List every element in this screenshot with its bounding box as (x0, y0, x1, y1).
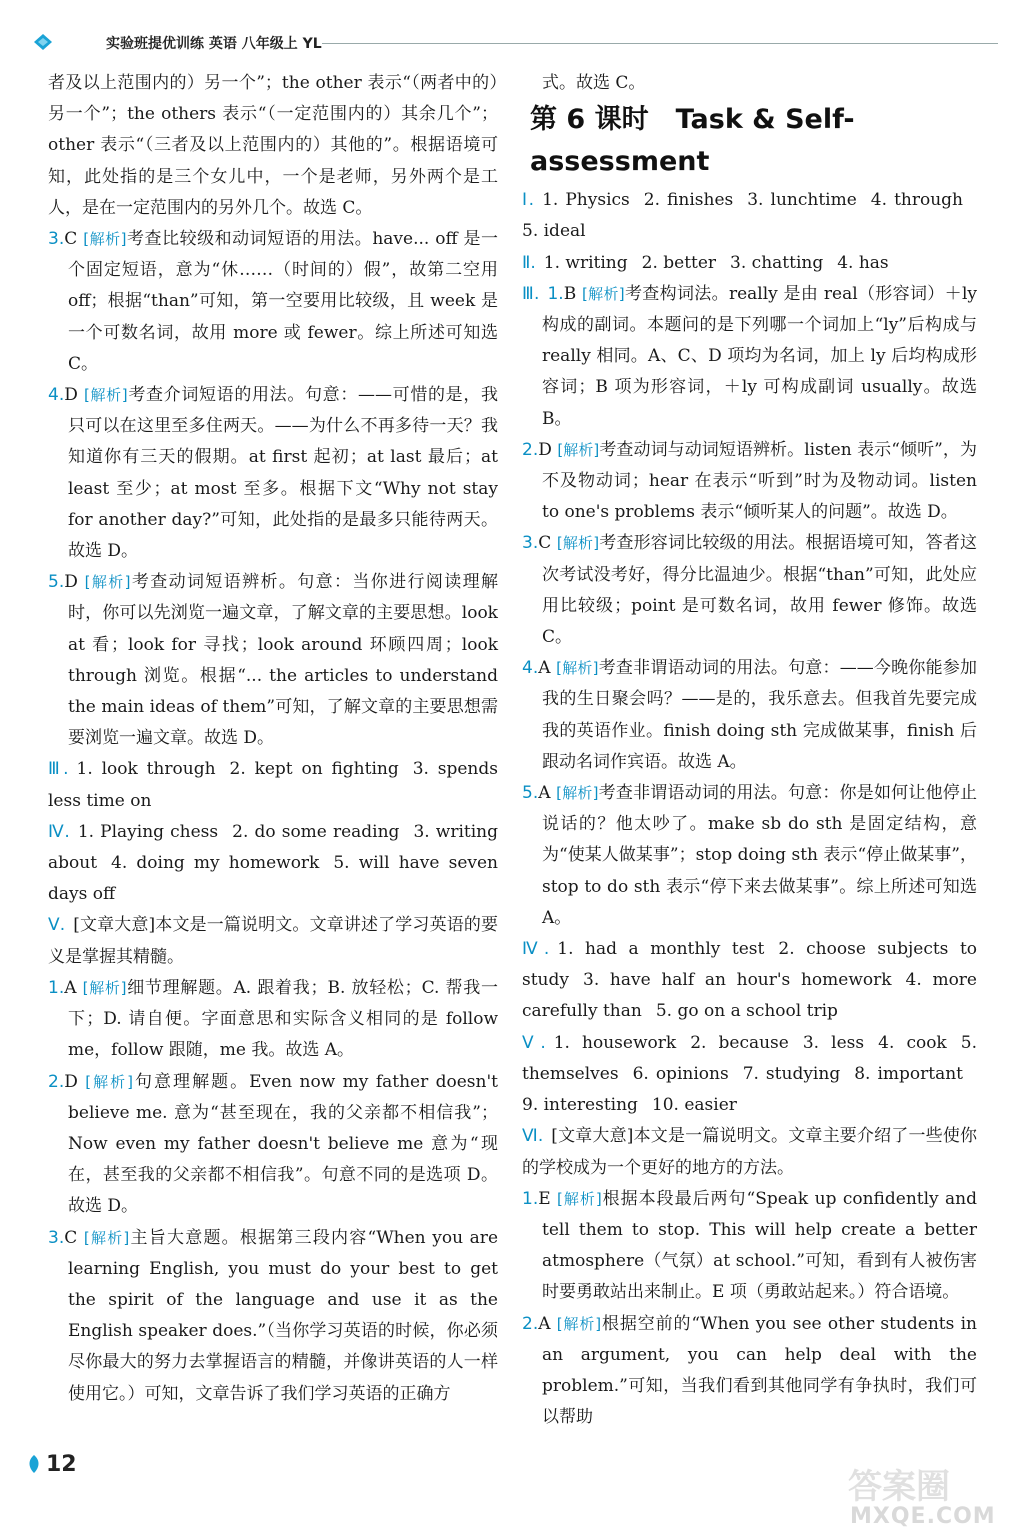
answer-letter: E (538, 1188, 551, 1209)
analysis-text: 考查比较级和动词短语的用法。have... off 是一个固定短语，意为“休……（时间的）假”，故第二空用 off；根据“than”可知，第一空要用比较级，且 week 是一个可数名词，故用 more 或 fewer。综上所述可知选 C。 (68, 229, 498, 374)
answer-letter: A (538, 1313, 551, 1334)
answer: 5. go on a school trip (655, 1001, 838, 1022)
answer-item-5: 5.D [解析]考查动词短语辨析。句意：当你进行阅读理解时，你可以先浏览一遍文章，了解文章的主要思想。look at 看；look for 寻找；look around 环顾四周；look through 浏览。根据“... the articles to understand the main ideas of them”可知，了解文章的主要思想需要浏览一遍文章。故选 D。 (48, 572, 498, 749)
answer: 2. kept on fighting (229, 759, 399, 780)
analysis-text: 考查非谓语动词的用法。句意：你是如何让他停止说话的？他太吵了。make sb do sth 是固定结构，意为“使某人做某事”；stop doing sth 表示“停止做某事”，stop to do sth 表示“停下来去做某事”。综上所述可知选 A。 (542, 783, 978, 928)
answer-letter: D (64, 572, 78, 593)
answer-letter: A (538, 783, 551, 804)
answer: 2. choose subjects to study (522, 939, 978, 991)
answer: 4. through (870, 190, 963, 211)
answer: 1. Playing chess (77, 821, 219, 842)
leaf-icon (26, 1454, 42, 1474)
section-5-answers: Ⅴ. 1. housework 2. because 3. less 4. cook 5. themselves 6. opinions 7. studying 8. important9. interesting 10. easier (522, 1032, 977, 1116)
analysis-text: 考查形容词比较级的用法。根据语境可知，答者这次考试没考好，得分比温迪少。根据“than”可知，此处应用比较级；point 是可数名词，故用 fewer 修饰。故选 C。 (542, 533, 978, 648)
right-column (522, 68, 977, 1433)
answer: 3. less (802, 1032, 865, 1053)
analysis-tag: [解析] (85, 1072, 134, 1091)
answer: 3. have half an hour's homework (583, 970, 892, 991)
reading-item-2: 2.D [解析]句意理解题。Even now my father doesn't believe me. 意为“甚至现在，我的父亲都不相信我”；Now even my father doesn't believe me 意为“现在，甚至我的父亲都不相信我”。句意不同的是选项 D。故选 D。 (48, 1071, 498, 1217)
answer: 5. themselves (522, 1032, 977, 1084)
answer: 3. spends less time on (48, 759, 498, 811)
answer: 4. more carefully than (522, 970, 977, 1022)
analysis-tag: [解析] (557, 1189, 602, 1208)
analysis-text: 句意理解题。Even now my father doesn't believe me. 意为“甚至现在，我的父亲都不相信我”；Now even my father doesn't believe me 意为“现在，甚至我的父亲都不相信我”。句意不同的是选项 D。故选 D。 (68, 1071, 498, 1217)
analysis-tag: [解析] (581, 284, 625, 303)
lesson-title: 第 6 课时 Task & Self-assessment (530, 104, 855, 178)
answer-item-4: 4.D [解析]考查介词短语的用法。句意：——可惜的是，我只可以在这里至多住两天。——为什么不再多待一天？我知道你有三天的假期。at first 起初；at last 最后；at least 至少；at most 至多。根据下文“Why not stay for another day?”可知，此处指的是最多只能待两天。故选 D。 (48, 385, 499, 562)
answer-letter: C (64, 229, 78, 250)
analysis-text: 根据本段最后两句“Speak up confidently and tell them to stop. This will help create a better atmosphere（气氛）at school.”可知，看到有人被伤害时要勇敢站出来制止。E 项（勇敢站起来。）符合语境。 (542, 1188, 977, 1303)
answer: 6. opinions (632, 1063, 729, 1084)
answer: 9. interesting (522, 1095, 638, 1116)
reading-item-3: 3.C [解析]主旨大意题。根据第三段内容“When you are learning English, you must do your best to get the spirit of the language and use it as the English speaker does.”（当你学习英语的时候，你必须尽你最大的努力去掌握语言的精髓，并像讲英语的人一样使用它。）可知，文章告诉了我们学习英语的正确方 (48, 1227, 498, 1404)
answer: 4. cook (878, 1032, 947, 1053)
answer: 3. lunchtime (747, 190, 857, 211)
answer: 5. ideal (522, 221, 586, 242)
answer: 1. Physics (542, 190, 630, 211)
answer: 2. do some reading (232, 821, 400, 842)
analysis-text: 主旨大意题。根据第三段内容“When you are learning English, you must do your best to get the spirit of the language and use it as the English speaker does.”（当你学习英语的时候，你必须尽你最大的努力去掌握语言的精髓，并像讲英语的人一样使用它。）可知，文章告诉了我们学习英语的正确方 (68, 1227, 498, 1404)
analysis-tag: [解析] (82, 978, 127, 997)
answer-letter: C (64, 1227, 78, 1248)
left-column (48, 68, 498, 1410)
answer-letter: D (64, 385, 78, 406)
analysis-tag: [解析] (83, 386, 128, 405)
answer: 2. finishes (643, 190, 734, 211)
header-title: 实验班提优训练 英语 八年级上 YL (106, 36, 322, 52)
section-4-answers: Ⅳ. 1. Playing chess 2. do some reading 3. writing about 4. doing my homework 5. will have seven days off (48, 821, 499, 905)
analysis-text: 细节理解题。A. 跟着我；B. 放轻松；C. 帮我一下；D. 请自便。字面意思和实际含义相同的是 follow me，follow 跟随，me 我。故选 A。 (68, 977, 498, 1061)
analysis-text: 考查介词短语的用法。句意：——可惜的是，我只可以在这里至多住两天。——为什么不再多待一天？我知道你有三天的假期。at first 起初；at last 最后；at least 至少；at most 至多。根据下文“Why not stay for another day?”可知，此处指的是最多只能待两天。故选 D。 (68, 385, 499, 562)
section-3-item-2: 2.D [解析]考查动词与动词短语辨析。listen 表示“倾听”，为不及物动词；hear 在表示“听到”时为及物动词。listen to one's problems 表示“倾听某人的问题”。故选 D。 (522, 439, 977, 523)
watermark (842, 1462, 1002, 1532)
reading-item-2: 2.A [解析]根据空前的“When you see other students in an argument, you can help deal with the problem.”可知，当我们看到其他同学有争执时，我们可以帮助 (522, 1313, 977, 1428)
section-2-answers: Ⅱ. 1. writing 2. better 3. chatting 4. has (522, 252, 889, 273)
answer: 2. because (690, 1032, 789, 1053)
analysis-text: 考查动词短语辨析。句意：当你进行阅读理解时，你可以先浏览一遍文章，了解文章的主要思想。look at 看；look for 寻找；look around 环顾四周；look through 浏览。根据“... the articles to understand the main ideas of them”可知，了解文章的主要思想需要浏览一遍文章。故选 D。 (68, 572, 498, 749)
answer-letter: D (64, 1071, 78, 1092)
reading-item-1: 1.A [解析]细节理解题。A. 跟着我；B. 放轻松；C. 帮我一下；D. 请自便。字面意思和实际含义相同的是 follow me，follow 跟随，me 我。故选 A。 (48, 977, 498, 1061)
section-6-summary: Ⅵ. [文章大意]本文是一篇说明文。文章主要介绍了一些使你的学校成为一个更好的地方的方法。 (522, 1126, 977, 1178)
analysis-text: 根据空前的“When you see other students in an argument, you can help deal with the problem.”可知，当我们看到其他同学有争执时，我们可以帮助 (542, 1313, 977, 1428)
answer: 3. chatting (730, 252, 824, 273)
analysis-tag: [解析] (84, 573, 131, 592)
analysis-tag: [解析] (556, 659, 599, 678)
answer-item-3: 3.C [解析]考查比较级和动词短语的用法。have... off 是一个固定短语，意为“休……（时间的）假”，故第二空用 off；根据“than”可知，第一空要用比较级，且 week 是一个可数名词，故用 more 或 fewer。综上所述可知选 C。 (48, 229, 498, 374)
answer: 5. will have seven days off (48, 853, 498, 905)
answer-letter: D (538, 439, 552, 460)
page-number: 12 (20, 1446, 84, 1488)
answer-letter: B (563, 283, 577, 304)
answer: 1. had a monthly test (557, 939, 765, 960)
answer: 3. writing about (48, 821, 499, 874)
svg-text:答案圈: 答案圈 (848, 1467, 950, 1506)
watermark-url: MXQE.COM (850, 1504, 996, 1529)
answer: 10. easier (651, 1095, 737, 1116)
section-3-item-1: Ⅲ. 1.B [解析]考查构词法。really 是由 real（形容词）＋ly 构成的副词。本题问的是下列哪一个词加上“ly”后构成与 really 相同。A、C、D 项均为名词，加上 ly 后均构成形容词；B 项为形容词，＋ly 可构成副词 usually。故选 B。 (522, 283, 977, 429)
answer: 1. look through (76, 759, 216, 780)
section-3-item-3: 3.C [解析]考查形容词比较级的用法。根据语境可知，答者这次考试没考好，得分比温迪少。根据“than”可知，此处应用比较级；point 是可数名词，故用 fewer 修饰。故选 C。 (522, 533, 978, 648)
section-4-answers: Ⅳ. 1. had a monthly test 2. choose subjects to study 3. have half an hour's homework 4. more carefully than 5. go on a school trip (522, 939, 978, 1022)
watermark-logo-icon (842, 1462, 992, 1506)
answer: 4. has (837, 252, 889, 273)
answer-letter: A (64, 977, 77, 998)
header-rule (322, 43, 998, 44)
answer: 1. writing (543, 252, 628, 273)
analysis-tag: [解析] (83, 230, 127, 249)
analysis-text: 考查动词与动词短语辨析。listen 表示“倾听”，为不及物动词；hear 在表示“听到”时为及物动词。listen to one's problems 表示“倾听某人的问题”。故选 D。 (542, 439, 977, 523)
analysis-tag: [解析] (556, 1314, 602, 1333)
answer: 1. housework (553, 1032, 677, 1053)
analysis-text: 考查非谓语动词的用法。句意：——今晚你能参加我的生日聚会吗？——是的，我乐意去。但我首先要完成我的英语作业。finish doing sth 完成做某事，finish 后跟动名词作宾语。故选 A。 (542, 658, 978, 772)
answer-letter: C (538, 533, 552, 554)
analysis-tag: [解析] (557, 440, 600, 459)
page-header (30, 28, 990, 58)
answer: 7. studying (742, 1063, 841, 1084)
answer: 2. better (641, 252, 717, 273)
section-3-answers: Ⅲ. 1. look through 2. kept on fighting 3. spends less time on (48, 759, 498, 811)
section-3-item-4: 4.A [解析]考查非谓语动词的用法。句意：——今晚你能参加我的生日聚会吗？——是的，我乐意去。但我首先要完成我的英语作业。finish doing sth 完成做某事，finish 后跟动名词作宾语。故选 A。 (522, 658, 978, 772)
reading-item-1: 1.E [解析]根据本段最后两句“Speak up confidently and tell them to stop. This will help create a better atmosphere（气氛）at school.”可知，看到有人被伤害时要勇敢站出来制止。E 项（勇敢站起来。）符合语境。 (522, 1188, 977, 1303)
analysis-tag: [解析] (556, 534, 600, 553)
section-1-answers: Ⅰ. 1. Physics 2. finishes 3. lunchtime 4. through5. ideal (522, 190, 963, 242)
paragraph-continued: 式。故选 C。 (542, 73, 646, 93)
answer-letter: A (538, 658, 551, 679)
book-logo-icon (32, 30, 54, 52)
answer: 4. doing my homework (111, 853, 320, 874)
analysis-text: 考查构词法。really 是由 real（形容词）＋ly 构成的副词。本题问的是下列哪一个词加上“ly”后构成与 really 相同。A、C、D 项均为名词，加上 ly 后均构成形容词；B 项为形容词，＋ly 可构成副词 usually。故选 B。 (542, 283, 977, 429)
section-5-summary: Ⅴ. [文章大意]本文是一篇说明文。文章讲述了学习英语的要义是掌握其精髓。 (48, 915, 498, 967)
answer: 8. important (854, 1063, 963, 1084)
paragraph-continued: 者及以上范围内的）另一个”；the other 表示“（两者中的）另一个”；the others 表示“（一定范围内的）其余几个”；other 表示“（三者及以上范围内的）其他的”。根据语境可知，此处指的是三个女儿中，一个是老师，另外两个是工人，是在一定范围内的另外几个。故选 C。 (48, 73, 498, 218)
analysis-tag: [解析] (556, 784, 599, 803)
analysis-tag: [解析] (83, 1228, 130, 1247)
section-3-item-5: 5.A [解析]考查非谓语动词的用法。句意：你是如何让他停止说话的？他太吵了。make sb do sth 是固定结构，意为“使某人做某事”；stop doing sth 表示“停止做某事”，stop to do sth 表示“停下来去做某事”。综上所述可知选 A。 (522, 783, 978, 928)
